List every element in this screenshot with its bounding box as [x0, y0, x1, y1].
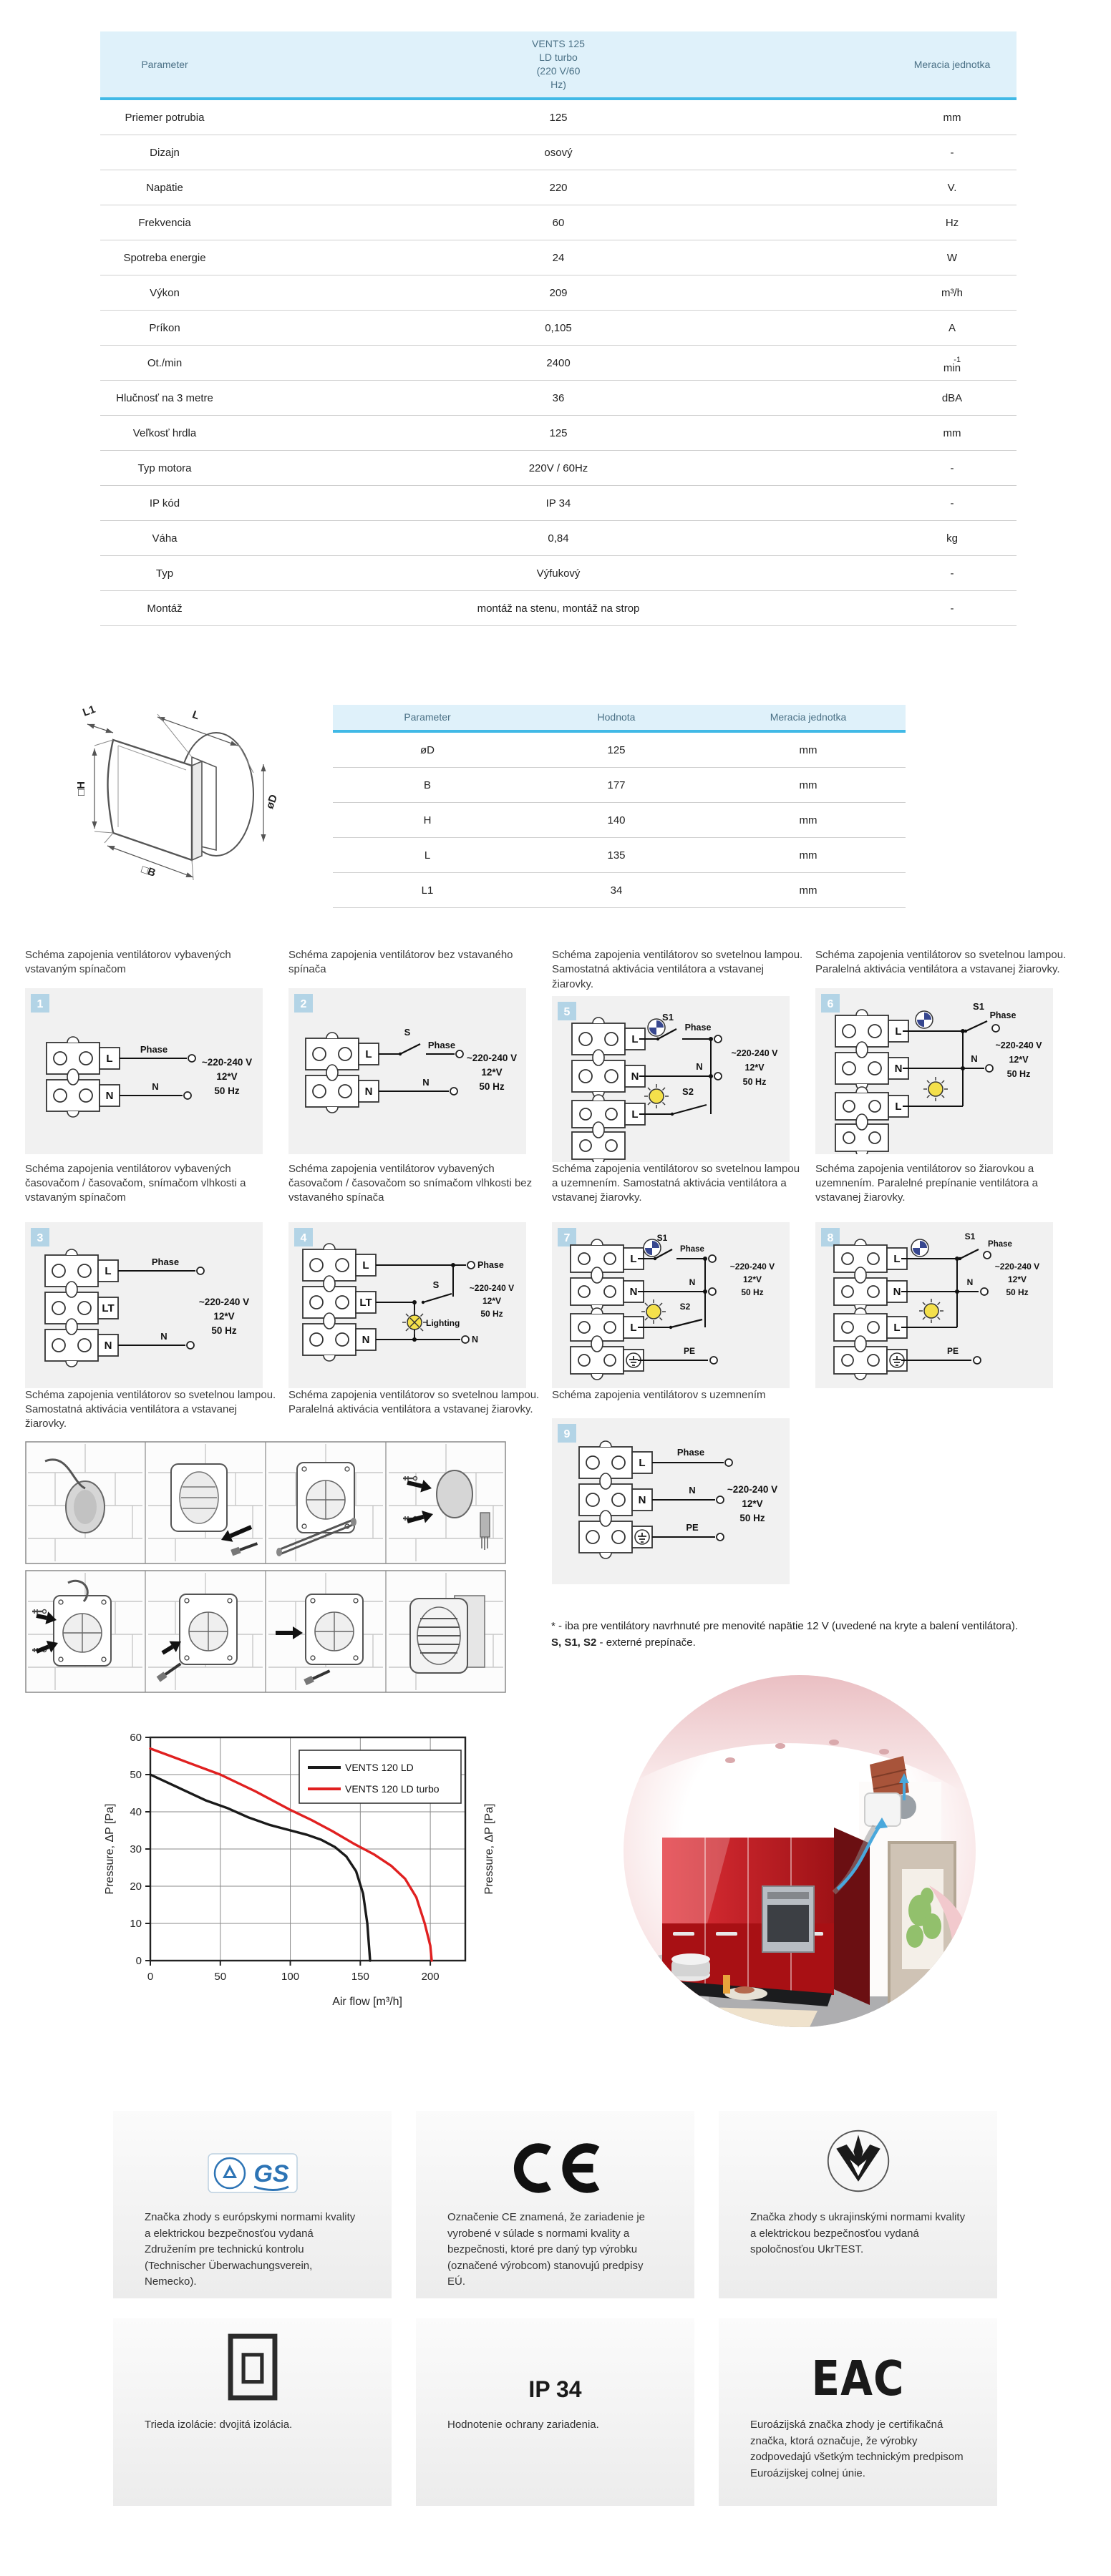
certification-text: Hodnotenie ochrany zariadenia. — [447, 2419, 599, 2431]
svg-text:4: 4 — [300, 1231, 307, 1244]
svg-text:3: 3 — [37, 1231, 44, 1244]
spec-value: 209 — [229, 275, 888, 311]
schematic-diagram-4 — [288, 1222, 526, 1388]
svg-text:L: L — [362, 1259, 369, 1272]
footnote-line-1: * - iba pre ventilátory navrhnuté pre menovité napätie 12 V (uvedené na kryte a balení ventilátora). — [551, 1620, 1019, 1632]
ce-logo — [502, 2141, 609, 2195]
dim-param: B — [333, 768, 522, 803]
spec-table-row — [100, 275, 1017, 311]
svg-text:50 Hz: 50 Hz — [1006, 1069, 1031, 1079]
spec-header-parameter: Parameter — [100, 31, 229, 99]
spec-value: 125 — [229, 416, 888, 451]
schematic-cell-r2c3 — [552, 1162, 806, 1388]
dim-param: L1 — [333, 873, 522, 908]
spec-param: Frekvencia — [100, 205, 229, 240]
certification-card-4 — [113, 2318, 392, 2506]
svg-text:S2: S2 — [679, 1301, 691, 1312]
svg-text:20: 20 — [130, 1880, 142, 1893]
spec-value: IP 34 — [229, 486, 888, 521]
svg-text:Pressure, ΔP [Pa]: Pressure, ΔP [Pa] — [483, 1803, 495, 1895]
certification-text: Značka zhody s európskymi normami kvality a elektrickou bezpečnosťou vydaná Združením pre technickú kontrolu (Technischer Überwachungsverein, Nemecko). — [145, 2211, 356, 2288]
dim-value: 135 — [522, 838, 711, 873]
svg-text:~220-240 V: ~220-240 V — [469, 1282, 515, 1293]
svg-text:50: 50 — [130, 1769, 142, 1781]
schematic-title: Schéma zapojenia ventilátorov vybavených časovačom / časovačom so snímačom vlhkosti bez vstavaného spínača — [288, 1162, 533, 1204]
schematic-cell-r1c1 — [25, 948, 279, 1162]
dim-param: øD — [333, 731, 522, 768]
spec-unit: W — [888, 240, 1017, 275]
svg-text:Phase: Phase — [676, 1446, 705, 1458]
spec-table-row — [100, 205, 1017, 240]
schematic-title: Schéma zapojenia ventilátorov vybavených vstavaným spínačom — [25, 949, 231, 976]
svg-text:~220-240 V: ~220-240 V — [201, 1057, 253, 1068]
spec-table-row — [100, 381, 1017, 416]
svg-text:N: N — [472, 1334, 479, 1345]
spec-param: Typ — [100, 556, 229, 591]
svg-text:N: N — [364, 1085, 373, 1098]
dim-value: 140 — [522, 803, 711, 838]
svg-text:9: 9 — [563, 1428, 571, 1440]
spec-param: Hlučnosť na 3 metre — [100, 381, 229, 416]
svg-text:Air flow [m³/h]: Air flow [m³/h] — [332, 1996, 403, 2008]
spec-param: Typ motora — [100, 451, 229, 486]
spec-unit: - — [888, 591, 1017, 626]
spec-table-row — [100, 240, 1017, 275]
svg-text:L1: L1 — [81, 703, 97, 719]
svg-text:LT: LT — [359, 1296, 372, 1309]
spec-unit: m³/h — [888, 275, 1017, 311]
dimension-drawing — [50, 680, 290, 898]
svg-text:50 Hz: 50 Hz — [1006, 1287, 1029, 1297]
spec-value: 0,84 — [229, 521, 888, 556]
dimension-table-row — [333, 873, 906, 908]
schematic-diagram-6 — [815, 988, 1053, 1154]
svg-text:N: N — [638, 1493, 646, 1506]
ip-text: IP 34 — [528, 2376, 582, 2402]
double-insulation-icon — [113, 2318, 392, 2403]
svg-text:40: 40 — [130, 1806, 142, 1818]
svg-text:50 Hz: 50 Hz — [211, 1324, 237, 1336]
dimension-table-row — [333, 803, 906, 838]
tuv-gs-logo — [113, 2111, 392, 2195]
ukrtest-logo — [719, 2111, 997, 2195]
schematic-diagram-3 — [25, 1222, 263, 1388]
svg-text:VENTS 120 LD: VENTS 120 LD — [345, 1762, 414, 1773]
svg-text:12*V: 12*V — [481, 1067, 503, 1078]
installation-strip-1 — [25, 1441, 506, 1568]
schematic-cell-r2c4 — [815, 1162, 1069, 1388]
svg-text:GS: GS — [253, 2160, 289, 2187]
dimension-table-row — [333, 731, 906, 768]
svg-text:L: L — [893, 1321, 901, 1334]
svg-text:~220-240 V: ~220-240 V — [994, 1261, 1040, 1272]
schematic-title: Schéma zapojenia ventilátorov so svetelnou lampou a uzemnením. Samostatná aktivácia ventilátora a vstavanej žiarovky. — [552, 1162, 800, 1204]
svg-text:PE: PE — [683, 1345, 696, 1356]
spec-unit: - — [888, 486, 1017, 521]
svg-text:7: 7 — [563, 1231, 571, 1244]
svg-text:N: N — [894, 1063, 903, 1075]
svg-text:L: L — [893, 1252, 901, 1265]
svg-text:LT: LT — [102, 1302, 115, 1314]
dim-param: L — [333, 838, 522, 873]
dimension-header: Meracia jednotka — [711, 705, 906, 731]
spec-param: Váha — [100, 521, 229, 556]
kitchen-illustration — [623, 1674, 977, 2032]
svg-text:L: L — [895, 1025, 902, 1038]
footnote-line-2: S, S1, S2 - externé prepínače. — [551, 1636, 696, 1649]
svg-text:□B: □B — [140, 863, 157, 879]
spec-table-row — [100, 170, 1017, 205]
spec-value: 2400 — [229, 346, 888, 381]
svg-text:50: 50 — [214, 1971, 227, 1983]
dim-unit: mm — [711, 873, 906, 908]
svg-text:L: L — [190, 708, 201, 723]
svg-text:øD: øD — [263, 793, 281, 811]
spec-unit: mm — [888, 416, 1017, 451]
svg-text:N: N — [966, 1277, 974, 1287]
certification-text: Trieda izolácie: dvojitá izolácia. — [145, 2419, 293, 2431]
dimension-table — [333, 705, 906, 908]
spec-table-row — [100, 346, 1017, 381]
svg-text:12*V: 12*V — [216, 1071, 238, 1082]
svg-text:50 Hz: 50 Hz — [479, 1081, 505, 1092]
svg-text:PE: PE — [946, 1345, 959, 1356]
spec-table-header-row — [100, 31, 1017, 99]
spec-value: 0,105 — [229, 311, 888, 346]
svg-text:Phase: Phase — [680, 1244, 704, 1254]
svg-text:L: L — [639, 1456, 646, 1469]
svg-text:Phase: Phase — [140, 1044, 168, 1055]
spec-table-row — [100, 135, 1017, 170]
svg-text:N: N — [105, 1090, 114, 1102]
svg-text:L: L — [631, 1108, 639, 1121]
svg-text:N: N — [362, 1333, 370, 1346]
svg-text:VENTS 120 LD turbo: VENTS 120 LD turbo — [345, 1783, 440, 1795]
svg-text:50 Hz: 50 Hz — [739, 1512, 765, 1523]
spec-unit: kg — [888, 521, 1017, 556]
svg-text:50 Hz: 50 Hz — [214, 1085, 240, 1096]
schematic-cell-r2c2 — [288, 1162, 543, 1388]
svg-text:Phase: Phase — [989, 1010, 1017, 1020]
spec-unit: Hz — [888, 205, 1017, 240]
svg-text:S: S — [404, 1027, 411, 1038]
schematic-title: Schéma zapojenia ventilátorov so svetelnou lampou. Samostatná aktivácia ventilátora a vstavanej žiarovky. — [25, 1388, 276, 1430]
dimension-table-header-row — [333, 705, 906, 731]
spec-param: Napätie — [100, 170, 229, 205]
svg-text:30: 30 — [130, 1843, 142, 1855]
spec-unit: - — [888, 556, 1017, 591]
performance-chart — [43, 1717, 530, 2029]
svg-text:10: 10 — [130, 1918, 142, 1930]
schematic-diagram-7 — [552, 1222, 790, 1388]
tuv-gs-logo — [207, 2151, 299, 2195]
dim-value: 34 — [522, 873, 711, 908]
svg-text:~220-240 V: ~220-240 V — [466, 1053, 518, 1063]
svg-text:Phase: Phase — [477, 1259, 504, 1270]
ce-logo — [416, 2111, 694, 2195]
schematic-title: Schéma zapojenia ventilátorov so svetelnou lampou. Paralelná aktivácia ventilátora a vstavanej žiarovky. — [288, 1388, 540, 1415]
svg-text:6: 6 — [827, 998, 834, 1010]
svg-text:L: L — [631, 1033, 639, 1045]
svg-text:N: N — [629, 1285, 638, 1298]
svg-text:0: 0 — [147, 1971, 154, 1983]
dim-value: 177 — [522, 768, 711, 803]
svg-text:5: 5 — [563, 1005, 571, 1018]
spec-value: 60 — [229, 205, 888, 240]
spec-value: 220V / 60Hz — [229, 451, 888, 486]
svg-text:~220-240 V: ~220-240 V — [731, 1048, 778, 1058]
svg-text:N: N — [971, 1053, 978, 1064]
svg-text:N: N — [422, 1077, 430, 1088]
spec-param: Príkon — [100, 311, 229, 346]
svg-text:Phase: Phase — [151, 1256, 180, 1267]
spec-table-row — [100, 556, 1017, 591]
spec-table-row — [100, 99, 1017, 135]
certification-text: Značka zhody s ukrajinskými normami kvality a elektrickou bezpečnosťou vydaná spoločnosťou UkrTEST. — [750, 2211, 966, 2255]
spec-unit: dBA — [888, 381, 1017, 416]
dim-param: H — [333, 803, 522, 838]
svg-text:L: L — [365, 1048, 372, 1060]
certification-card-1 — [113, 2111, 392, 2298]
spec-unit: - — [888, 451, 1017, 486]
spec-unit: V. — [888, 170, 1017, 205]
spec-value: 125 — [229, 99, 888, 135]
svg-text:~220-240 V: ~220-240 V — [727, 1483, 778, 1495]
dimension-header: Parameter — [333, 705, 522, 731]
dimension-header: Hodnota — [522, 705, 711, 731]
spec-param: Veľkosť hrdla — [100, 416, 229, 451]
svg-text:50 Hz: 50 Hz — [741, 1287, 764, 1297]
svg-text:N: N — [631, 1070, 639, 1083]
svg-text:L: L — [895, 1101, 902, 1113]
certification-text: Označenie CE znamená, že zariadenie je vyrobené v súlade s normami kvality a bezpečnosti, ktoré pre daný typ výrobku (označené výrobcom) stanovujú predpisy EÚ. — [447, 2211, 645, 2288]
schematic-cell-r1c2 — [288, 948, 543, 1162]
svg-text:Phase: Phase — [684, 1022, 712, 1033]
certification-text: Euroázijská značka zhody je certifikačná značka, ktorá označuje, že výrobky zodpovedajú všetkým technickým predpisom Euroázijskej colnej únie. — [750, 2419, 964, 2479]
spec-table-row — [100, 311, 1017, 346]
schematic-cell-r3c3 — [552, 1388, 806, 1584]
svg-text:Pressure, ΔP [Pa]: Pressure, ΔP [Pa] — [104, 1803, 116, 1895]
schematic-cell-r1c3 — [552, 948, 806, 1162]
certification-card-2 — [416, 2111, 694, 2298]
svg-text:50 Hz: 50 Hz — [742, 1076, 767, 1087]
svg-text:12*V: 12*V — [744, 1062, 765, 1073]
dimension-table-row — [333, 838, 906, 873]
certifications-grid — [113, 2111, 997, 2506]
svg-text:PE: PE — [686, 1521, 699, 1533]
svg-text:12*V: 12*V — [742, 1274, 762, 1284]
spec-value: 24 — [229, 240, 888, 275]
svg-text:Phase: Phase — [988, 1239, 1012, 1249]
spec-header-unit: Meracia jednotka — [888, 31, 1017, 99]
spec-table-section — [100, 31, 1017, 626]
dim-unit: mm — [711, 803, 906, 838]
ukrtest-logo — [824, 2127, 893, 2195]
svg-text:12*V: 12*V — [742, 1498, 763, 1509]
schematic-diagram-8 — [815, 1222, 1053, 1388]
svg-text:N: N — [696, 1060, 703, 1072]
spec-value: osový — [229, 135, 888, 170]
svg-text:50 Hz: 50 Hz — [480, 1308, 503, 1319]
schematic-diagram-5 — [552, 996, 790, 1162]
schematic-title: Schéma zapojenia ventilátorov so svetelnou lampou. Paralelná aktivácia ventilátora a vstavanej žiarovky. — [815, 949, 1067, 976]
spec-header-model: VENTS 125 LD turbo (220 V/60 Hz) — [229, 31, 888, 99]
schematic-diagram-1 — [25, 988, 263, 1154]
spec-value: Výfukový — [229, 556, 888, 591]
spec-unit: A — [888, 311, 1017, 346]
spec-value: 220 — [229, 170, 888, 205]
spec-table-row — [100, 486, 1017, 521]
dim-unit: mm — [711, 731, 906, 768]
eac-logo: EAC — [811, 2350, 905, 2407]
svg-text:□H: □H — [75, 781, 87, 796]
svg-text:N: N — [689, 1277, 696, 1287]
schematic-title: Schéma zapojenia ventilátorov bez vstavaného spínača — [288, 949, 513, 976]
svg-text:1: 1 — [37, 998, 44, 1010]
svg-text:~220-240 V: ~220-240 V — [729, 1261, 775, 1272]
schematic-diagram-2 — [288, 988, 526, 1154]
schematic-title: Schéma zapojenia ventilátorov so žiarovkou a uzemnením. Paralelné prepínanie ventilátora a vstavanej žiarovky. — [815, 1162, 1039, 1204]
spec-table-row — [100, 591, 1017, 626]
spec-table-row — [100, 451, 1017, 486]
spec-unit: - — [888, 135, 1017, 170]
svg-text:0: 0 — [135, 1955, 142, 1967]
spec-table-row — [100, 521, 1017, 556]
svg-text:L: L — [105, 1264, 112, 1277]
double-insulation-icon — [222, 2331, 283, 2403]
spec-param: Montáž — [100, 591, 229, 626]
svg-text:8: 8 — [827, 1231, 834, 1244]
installation-steps-1 — [25, 1441, 506, 1564]
svg-text:S1: S1 — [662, 1011, 674, 1023]
svg-text:200: 200 — [421, 1971, 440, 1983]
svg-text:150: 150 — [351, 1971, 369, 1983]
svg-text:N: N — [689, 1484, 696, 1496]
svg-text:N: N — [160, 1330, 168, 1342]
spec-param: IP kód — [100, 486, 229, 521]
spec-value: montáž na stenu, montáž na strop — [229, 591, 888, 626]
svg-text:~220-240 V: ~220-240 V — [198, 1296, 250, 1307]
schematic-cell-r1c4 — [815, 948, 1069, 1162]
certification-card-5 — [416, 2318, 694, 2506]
dimension-table-row — [333, 768, 906, 803]
svg-text:S1: S1 — [964, 1231, 976, 1241]
schematic-title: Schéma zapojenia ventilátorov so svetelnou lampou. Samostatná aktivácia ventilátora a vstavanej žiarovky. — [552, 949, 803, 990]
svg-text:S1: S1 — [973, 1001, 984, 1012]
svg-text:L: L — [106, 1053, 113, 1065]
svg-text:Phase: Phase — [427, 1040, 456, 1050]
svg-text:N: N — [152, 1081, 159, 1092]
svg-text:S2: S2 — [682, 1085, 694, 1097]
dim-value: 125 — [522, 731, 711, 768]
spec-unit: -1 min — [888, 346, 1017, 381]
svg-text:N: N — [104, 1339, 112, 1352]
schematic-cell-r2c1 — [25, 1162, 279, 1388]
svg-text:~220-240 V: ~220-240 V — [995, 1040, 1042, 1050]
spec-table — [100, 31, 1017, 626]
footnote — [551, 1619, 1081, 1651]
schematic-title: Schéma zapojenia ventilátorov s uzemnením — [552, 1388, 766, 1401]
svg-text:N: N — [893, 1285, 901, 1298]
svg-text:2: 2 — [300, 998, 307, 1010]
spec-param: Dizajn — [100, 135, 229, 170]
schematic-cell-r3c4 — [815, 1388, 1069, 1584]
dim-unit: mm — [711, 838, 906, 873]
dim-unit: mm — [711, 768, 906, 803]
certification-card-6 — [719, 2318, 997, 2506]
spec-param: Výkon — [100, 275, 229, 311]
spec-table-row — [100, 416, 1017, 451]
svg-text:12*V: 12*V — [213, 1310, 235, 1322]
certification-card-3 — [719, 2111, 997, 2298]
installation-strip-2 — [25, 1570, 506, 1697]
svg-text:12*V: 12*V — [482, 1295, 502, 1306]
schematic-title: Schéma zapojenia ventilátorov vybavených časovačom / časovačom, snímačom vlhkosti a vstavaným spínačom — [25, 1162, 246, 1204]
svg-text:12*V: 12*V — [1009, 1055, 1029, 1065]
spec-param: Spotreba energie — [100, 240, 229, 275]
spec-unit: mm — [888, 99, 1017, 135]
svg-text:12*V: 12*V — [1007, 1274, 1027, 1284]
spec-param: Priemer potrubia — [100, 99, 229, 135]
svg-text:Lighting: Lighting — [426, 1317, 460, 1328]
svg-text:L: L — [630, 1252, 637, 1265]
svg-text:60: 60 — [130, 1732, 142, 1744]
spec-param: Ot./min — [100, 346, 229, 381]
svg-text:100: 100 — [281, 1971, 300, 1983]
svg-text:S: S — [432, 1279, 440, 1290]
installation-steps-2 — [25, 1570, 506, 1693]
svg-text:L: L — [630, 1321, 637, 1334]
dimension-table-section — [333, 705, 906, 908]
spec-value: 36 — [229, 381, 888, 416]
svg-text:S1: S1 — [656, 1232, 668, 1243]
schematic-diagram-9 — [552, 1418, 790, 1584]
